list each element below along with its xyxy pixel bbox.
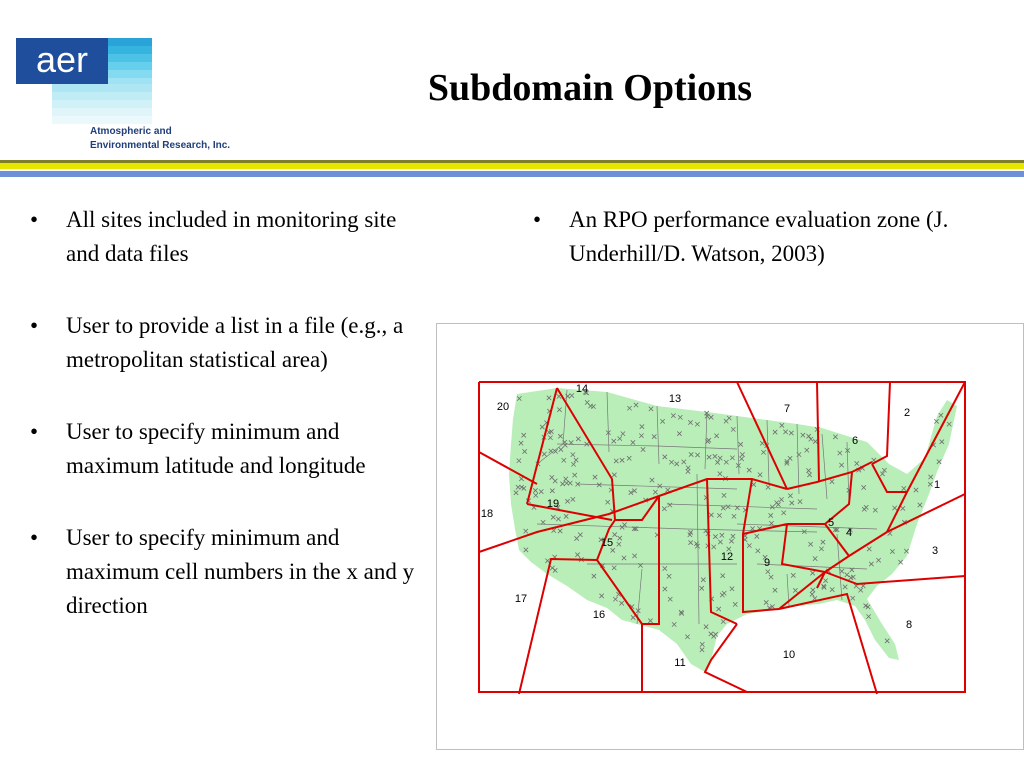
logo-company-line2: Environmental Research, Inc. <box>90 140 231 151</box>
slide-title: Subdomain Options <box>427 67 753 109</box>
left-bullet-list <box>30 203 435 661</box>
zone-label: 10 <box>782 649 796 661</box>
bullet-lat-lon: • User to specify minimum and maximum latitude and longitude <box>30 415 435 483</box>
bullet-list-file: • User to provide a list in a file (e.g., a metropolitan statistical area) <box>30 309 435 377</box>
bullet-all-sites: • All sites included in monitoring site and data files <box>30 203 435 271</box>
right-bullet-list <box>533 203 953 309</box>
zone-label: 17 <box>514 593 528 605</box>
logo-wordmark: aer <box>35 39 89 80</box>
zone-label: 18 <box>480 508 494 520</box>
zone-label: 7 <box>783 403 791 415</box>
zone-label: 8 <box>905 619 913 631</box>
zone-label: 13 <box>668 393 682 405</box>
zone-label: 3 <box>931 545 939 557</box>
zone-boundary <box>887 382 965 532</box>
zone-label: 1 <box>933 479 941 491</box>
zone-label: 5 <box>827 517 835 529</box>
company-logo <box>16 38 256 156</box>
bullet-cell-numbers: • User to specify minimum and maximum cell numbers in the x and y direction <box>30 521 435 623</box>
bullet-rpo-zone: • An RPO performance evaluation zone (J. Underhill/D. Watson, 2003) <box>533 203 953 271</box>
zone-label: 16 <box>592 609 606 621</box>
zone-label: 2 <box>903 407 911 419</box>
zone-label: 15 <box>600 537 614 549</box>
logo-company-line1: Atmospheric and <box>90 126 172 137</box>
zone-label: 20 <box>496 401 510 413</box>
zone-label: 12 <box>720 551 734 563</box>
zone-label: 9 <box>763 557 771 569</box>
zone-label: 4 <box>845 527 853 539</box>
zone-label: 11 <box>674 657 686 669</box>
zone-label: 6 <box>851 435 859 447</box>
us-zone-map-svg <box>437 324 1024 751</box>
zone-map <box>436 323 1024 750</box>
zone-label: 19 <box>546 498 560 510</box>
header-rule-blue <box>0 171 1024 177</box>
zone-label: 14 <box>575 383 589 395</box>
